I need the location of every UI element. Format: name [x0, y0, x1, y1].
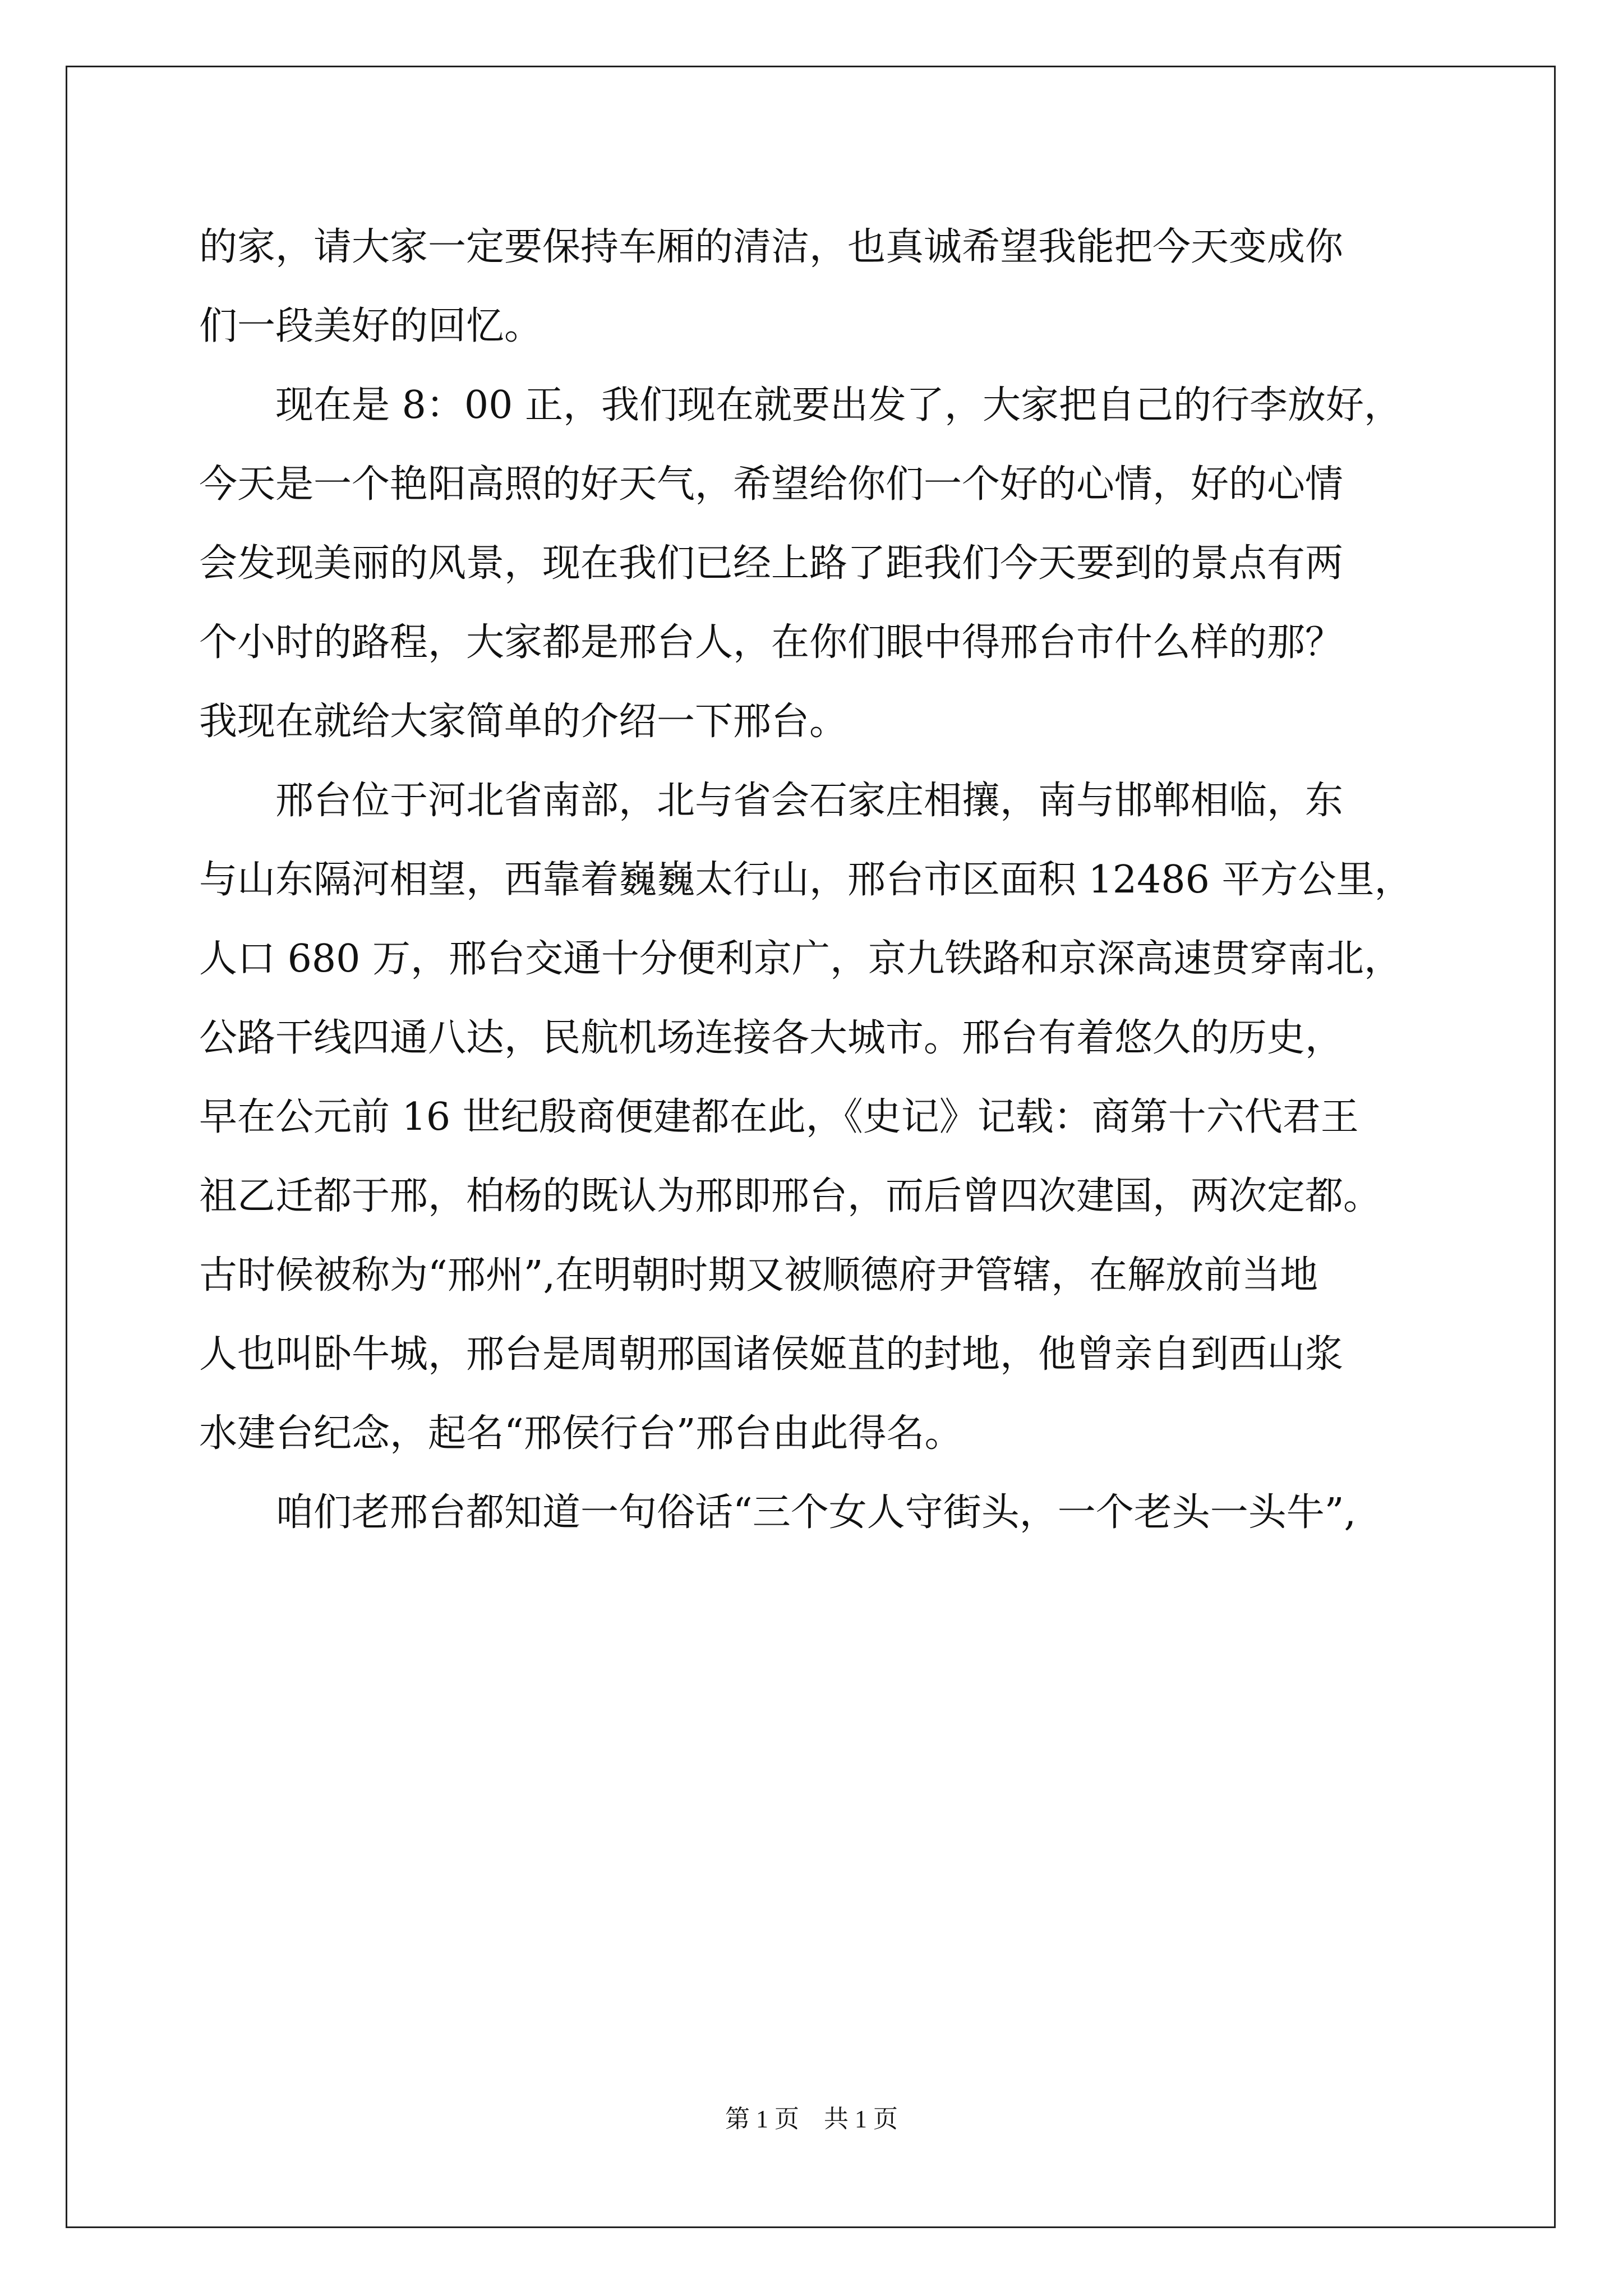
text-line: 古时候被称为“邢州”,在明朝时期又被顺德府尹管辖，在解放前当地: [199, 1253, 1318, 1297]
text-line: 今天是一个艳阳高照的好天气，希望给你们一个好的心情，好的心情: [199, 462, 1344, 507]
text-line: 个小时的路程，大家都是邢台人，在你们眼中得邢台市什么样的那？: [199, 620, 1344, 665]
text-line: 祖乙迁都于邢，柏杨的既认为邢即邢台，而后曾四次建国，两次定都。: [199, 1174, 1382, 1218]
text-line: 水建台纪念，起名“邢侯行台”邢台由此得名。: [199, 1411, 963, 1456]
text-line: 邢台位于河北省南部，北与省会石家庄相攘，南与邯郸相临，东: [199, 779, 1344, 823]
text-line: 们一段美好的回忆。: [199, 304, 543, 348]
text-line: 人也叫卧牛城，邢台是周朝邢国诸侯姬苴的封地，他曾亲自到西山浆: [199, 1332, 1344, 1377]
text-line: 我现在就给大家简单的介绍一下邢台。: [199, 700, 848, 744]
page-footer: 第 1 页 共 1 页: [725, 2105, 898, 2133]
text-line: 与山东隔河相望，西靠着巍巍太行山，邢台市区面积 12486 平方公里，: [199, 858, 1413, 902]
text-line: 会发现美丽的风景，现在我们已经上路了距我们今天要到的景点有两: [199, 541, 1344, 586]
document-body: [199, 208, 1433, 1552]
text-line: 公路干线四通八达，民航机场连接各大城市。邢台有着悠久的历史，: [199, 1016, 1344, 1060]
text-line: 现在是 8：00 正，我们现在就要出发了，大家把自己的行李放好，: [199, 383, 1403, 427]
text-line: 咱们老邢台都知道一句俗话“三个女人守街头，一个老头一头牛”,: [199, 1490, 1357, 1535]
text-line: 的家，请大家一定要保持车厢的清洁，也真诚希望我能把今天变成你: [199, 225, 1344, 269]
text-line: 人口 680 万，邢台交通十分便利京广，京九铁路和京深高速贯穿南北，: [199, 937, 1403, 981]
text-line: 早在公元前 16 世纪殷商便建都在此，《史记》记载：商第十六代君王: [199, 1095, 1359, 1139]
